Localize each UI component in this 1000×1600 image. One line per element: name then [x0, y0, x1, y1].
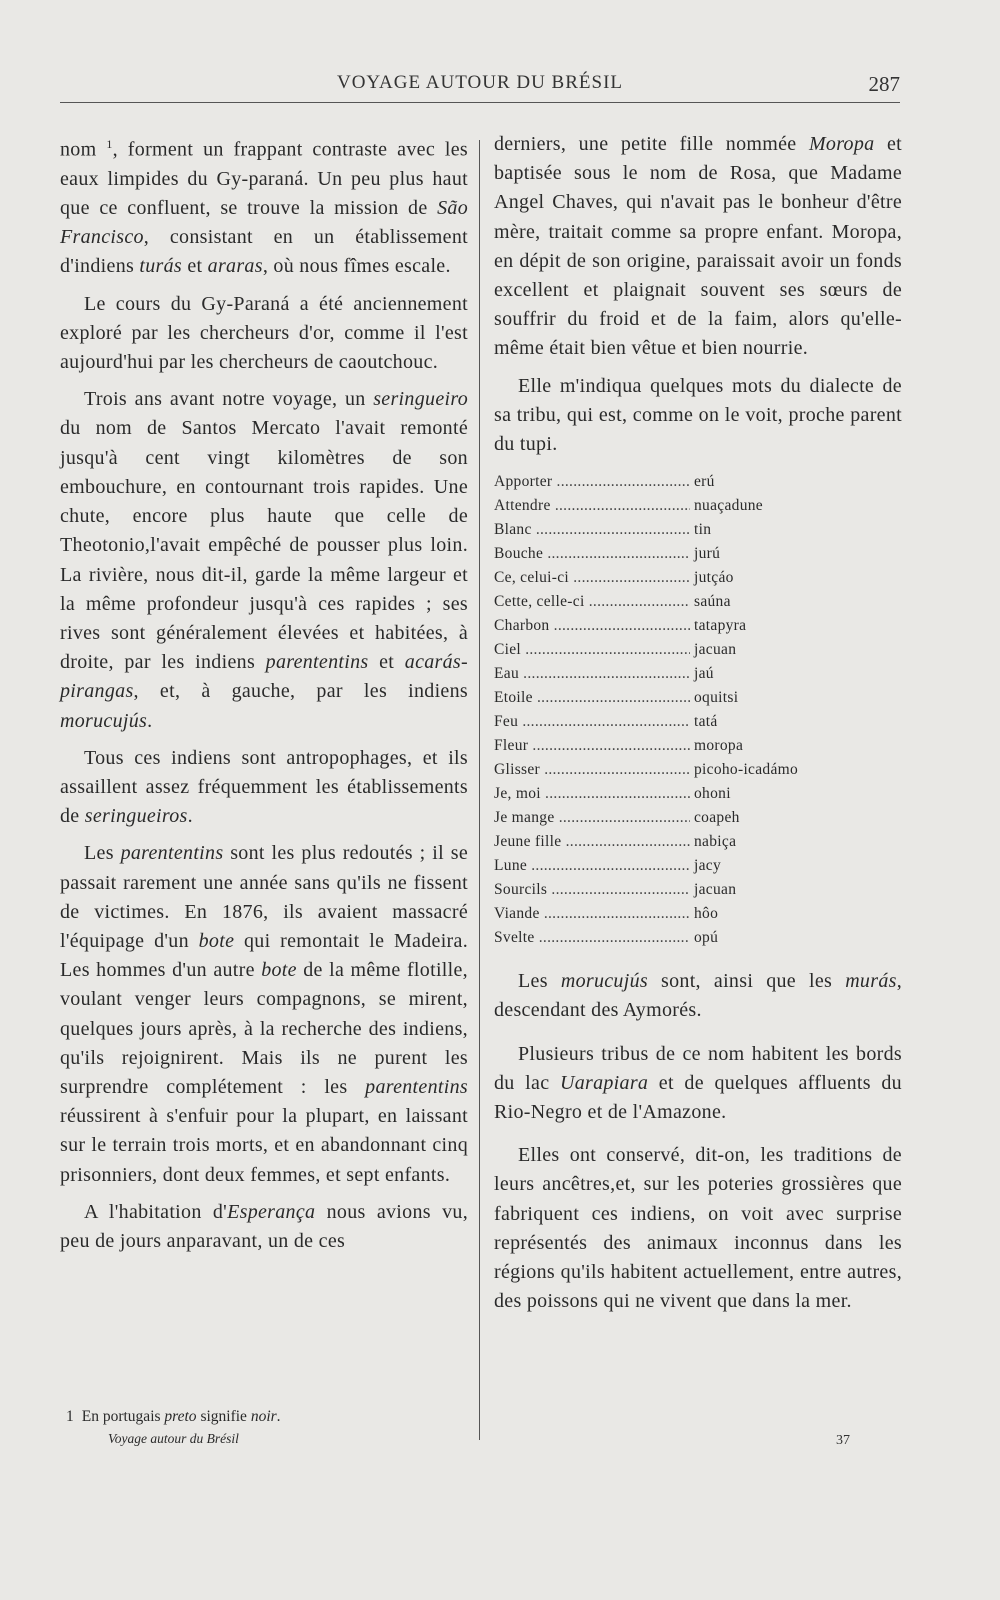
- vocabulary-row: [494, 737, 902, 761]
- vocabulary-list: [494, 473, 902, 953]
- vocabulary-row: [494, 545, 902, 569]
- vocabulary-row: [494, 473, 902, 497]
- paragraph: Elles ont conservé, dit-on, les traditions de leurs ancêtres,et, sur les poteries grossières que fabriquent ces indiens, on voit avec surprise représentés des animaux inconnus dans les régions qu'ils habitent actuellement, entre autres, des poissons qui ne vivent que dans la mer.: [494, 1144, 902, 1313]
- vocabulary-translation: picoho-icadámo: [694, 761, 799, 779]
- vocabulary-translation: nabiça: [694, 833, 737, 851]
- paragraph: Le cours du Gy-Paraná a été anciennement exploré par les chercheurs d'or, comme il l'est aujourd'hui par les chercheurs de caoutchouc.: [60, 292, 468, 374]
- vocabulary-translation: tin: [694, 521, 712, 539]
- vocabulary-row: [494, 569, 902, 593]
- paragraph: Elle m'indiqua quelques mots du dialecte de sa tribu, qui est, comme on le voit, proche parent du tupi.: [494, 374, 902, 456]
- column-divider: [479, 140, 480, 1440]
- vocabulary-translation: jacuan: [694, 641, 737, 659]
- vocabulary-term: Eau .....: [494, 665, 690, 683]
- vocabulary-translation: jacuan: [694, 881, 737, 899]
- vocabulary-row: [494, 833, 902, 857]
- vocabulary-row: [494, 617, 902, 641]
- vocabulary-translation: hôo: [694, 905, 719, 923]
- vocabulary-translation: opú: [694, 929, 719, 947]
- page-number: 287: [868, 72, 900, 96]
- vocabulary-translation: oquitsi: [694, 689, 739, 707]
- signature-mark: 37: [836, 1433, 850, 1448]
- vocabulary-term: Fleur .....: [494, 737, 690, 755]
- vocabulary-translation: jaú: [694, 665, 714, 683]
- footnote-text: En portugais preto signifie noir.: [81, 1408, 281, 1425]
- vocabulary-term: Apporter .....: [494, 473, 690, 491]
- right-column: [494, 130, 902, 1316]
- paragraph: Les morucujús sont, ainsi que les murás, descendant des Aymorés.: [494, 970, 903, 1022]
- vocabulary-term: Attendre .....: [494, 497, 690, 515]
- paragraph: Plusieurs tribus de ce nom habitent les bords du lac Uarapiara et de quelques affluents du Rio-Negro et de l'Amazone.: [494, 1042, 902, 1124]
- vocabulary-term: Etoile .....: [494, 689, 690, 707]
- vocabulary-translation: nuaçadune: [694, 497, 763, 515]
- signature-line: Voyage autour du Brésil: [108, 1431, 239, 1446]
- vocabulary-row: [494, 809, 902, 833]
- vocabulary-row: [494, 761, 902, 785]
- vocabulary-term: Jeune fille .....: [494, 833, 690, 851]
- vocabulary-row: [494, 929, 902, 953]
- vocabulary-translation: jacy: [694, 857, 722, 875]
- vocabulary-term: Bouche .....: [494, 545, 690, 563]
- vocabulary-term: Charbon .....: [494, 617, 690, 635]
- vocabulary-translation: erú: [694, 473, 715, 491]
- vocabulary-translation: moropa: [694, 737, 744, 755]
- vocabulary-translation: jurú: [694, 545, 721, 563]
- vocabulary-term: Je, moi .....: [494, 785, 690, 803]
- vocabulary-term: Svelte .....: [494, 929, 690, 947]
- vocabulary-term: Ciel .....: [494, 641, 690, 659]
- vocabulary-row: [494, 497, 902, 521]
- vocabulary-translation: tatapyra: [694, 617, 747, 635]
- vocabulary-term: Viande .....: [494, 905, 690, 923]
- vocabulary-translation: coapeh: [694, 809, 740, 827]
- vocabulary-row: [494, 521, 902, 545]
- vocabulary-translation: jutçáo: [694, 569, 734, 587]
- running-title: VOYAGE AUTOUR DU BRÉSIL: [336, 72, 624, 93]
- paragraph: derniers, une petite fille nommée Moropa et baptisée sous le nom de Rosa, que Madame Angel Chaves, qui n'avait pas le bonheur d'être mère, traitait comme sa propre enfant. Moropa, en dépit de son origine, paraissait avoir un fonds excellent et plaignait souvent ses sœurs de souffrir du froid et de la faim, alors qu'elle-même était bien vêtue et bien nourrie.: [494, 133, 902, 360]
- vocabulary-translation: tatá: [694, 713, 718, 731]
- vocabulary-term: Feu .....: [494, 713, 690, 731]
- vocabulary-row: [494, 593, 902, 617]
- paragraph: Trois ans avant notre voyage, un seringueiro du nom de Santos Mercato l'avait remonté jusqu'à cent vingt kilomètres de son embouchure, en contournant trois rapides. Une chute, encore plus haute que celle de Theotonio,l'avait empêché de pousser plus loin. La rivière, nous dit-il, garde la même largeur et la même profondeur jusqu'à ces rapides ; ses rives sont généralement élevées et habitées, à droite, par les indiens parententins et acarás-pirangas, et, à gauche, par les indiens morucujús.: [60, 388, 468, 732]
- vocabulary-term: Sourcils .....: [494, 881, 690, 899]
- left-column: [60, 130, 468, 1256]
- paragraph: Les parententins sont les plus redoutés ; il se passait rarement une année sans qu'ils ne fissent de victimes. En 1876, ils avaient massacré l'équipage d'un bote qui remontait le Madeira. Les hommes d'un autre bote de la même flotille, voulant venger leurs compagnons, se mirent, quelques jours après, à la recherche des indiens, qu'ils rejoignirent. Mais ils ne purent les surprendre complétement : les parententins réussirent à s'enfuir pour la plupart, en laissant sur le terrain trois morts, et en abandonnant cinq prisonniers, dont deux femmes, et sept enfants.: [60, 842, 469, 1186]
- paragraph: Tous ces indiens sont antropophages, et ils assaillent assez fréquemment les établissements de seringueiros.: [60, 746, 468, 828]
- vocabulary-term: Ce, celui-ci .....: [494, 569, 690, 587]
- vocabulary-term: Lune .....: [494, 857, 690, 875]
- page-header: [60, 68, 900, 103]
- vocabulary-row: [494, 905, 902, 929]
- vocabulary-row: [494, 665, 902, 689]
- vocabulary-translation: saúna: [694, 593, 731, 611]
- vocabulary-term: Blanc .....: [494, 521, 690, 539]
- vocabulary-row: [494, 857, 902, 881]
- vocabulary-row: [494, 641, 902, 665]
- vocabulary-term: Glisser .....: [494, 761, 690, 779]
- vocabulary-row: [494, 689, 902, 713]
- footnote-number: 1: [66, 1408, 74, 1425]
- paragraph: A l'habitation d'Esperança nous avions vu, peu de jours anparavant, un de ces: [60, 1200, 468, 1252]
- vocabulary-row: [494, 881, 902, 905]
- vocabulary-term: Cette, celle-ci .....: [494, 593, 690, 611]
- vocabulary-term: Je mange .....: [494, 809, 690, 827]
- vocabulary-translation: ohoni: [694, 785, 731, 803]
- footnote: [60, 1405, 468, 1449]
- vocabulary-row: [494, 785, 902, 809]
- paragraph: nom $^1$, forment un frappant contraste avec les eaux limpides du Gy-paraná. Un peu plus haut que ce confluent, se trouve la mission de São Francisco, consistant en un établissement d'indiens turás et araras, où nous fîmes escale.: [60, 137, 468, 278]
- vocabulary-row: [494, 713, 902, 737]
